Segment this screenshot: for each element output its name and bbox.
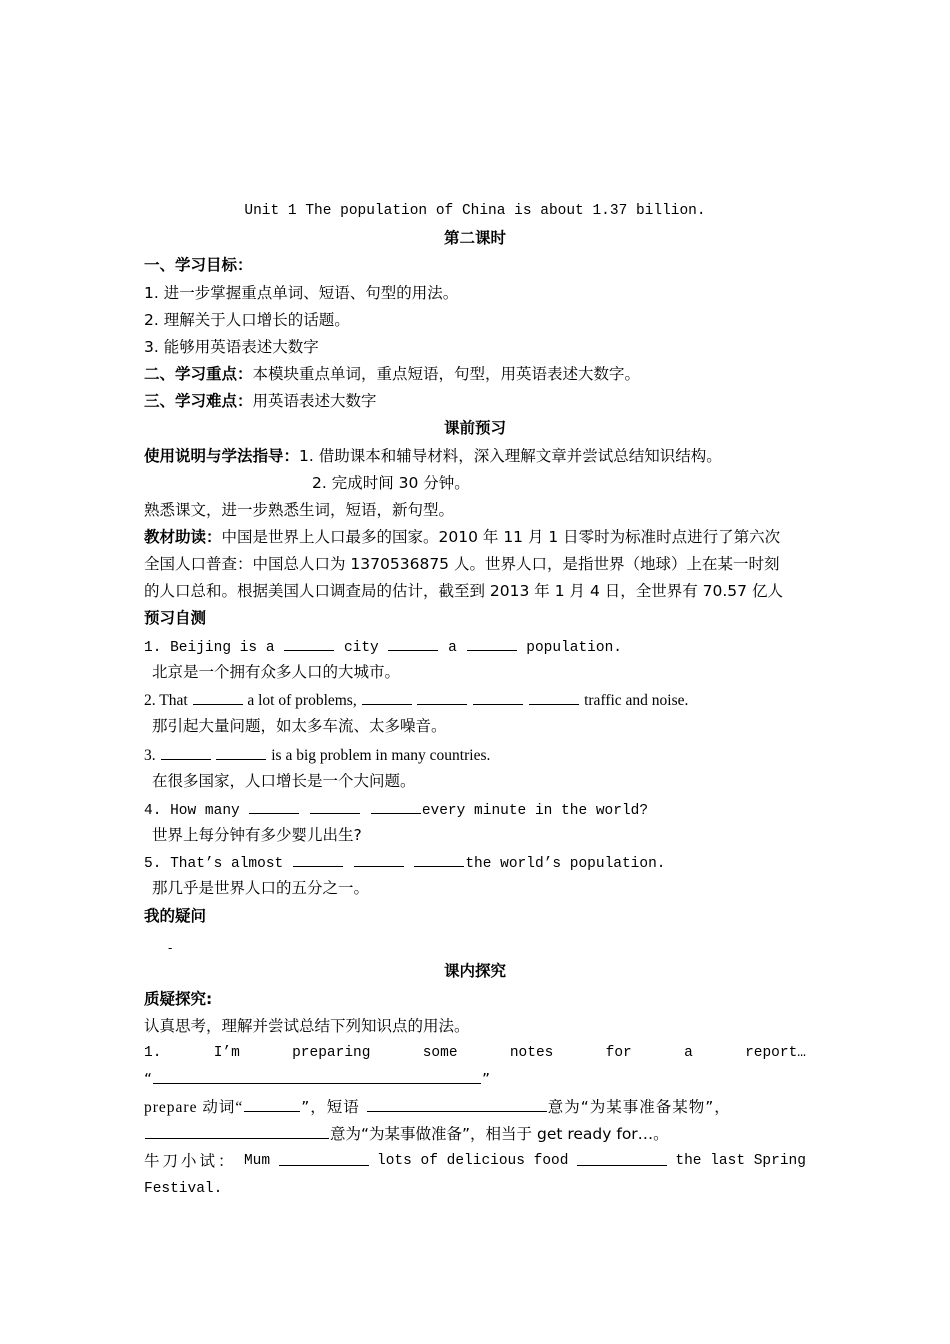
practice-line-2: Festival. xyxy=(144,1181,223,1197)
question-text: the world’s population. xyxy=(465,856,666,872)
familiar-text: 熟悉课文，进一步熟悉生词，短语，新句型。 xyxy=(144,501,455,519)
answer-blank[interactable] xyxy=(279,1151,369,1166)
question-3 xyxy=(144,745,490,766)
sentence-word: I’m xyxy=(213,1045,240,1061)
question-4 xyxy=(144,799,648,821)
reading-label: 教材助读： xyxy=(144,528,222,546)
answer-blank[interactable] xyxy=(161,745,211,760)
unit-title: Unit 1 The population of China is about 1.37 billion. xyxy=(244,203,706,219)
dash-mark: - xyxy=(168,941,173,955)
quote-mark: ” xyxy=(482,1070,491,1088)
difficulties xyxy=(144,391,377,411)
sentence-word: 1. xyxy=(144,1045,162,1061)
question-text: population. xyxy=(526,640,622,656)
in-class-heading: 课内探究 xyxy=(443,962,506,980)
guide-line-1 xyxy=(144,446,722,466)
question-text: every minute in the world? xyxy=(421,803,649,819)
question-1 xyxy=(144,636,622,658)
key-points-label: 二、学习重点： xyxy=(144,365,253,383)
question-translation: 那几乎是世界人口的五分之一。 xyxy=(152,879,370,897)
practice-line xyxy=(144,1151,806,1171)
answer-blank[interactable] xyxy=(284,636,334,651)
objective-item: 2. 理解关于人口增长的话题。 xyxy=(144,311,350,329)
explore-label: 质疑探究: xyxy=(144,990,213,1008)
practice-text: lots of delicious food xyxy=(377,1153,569,1169)
objectives-heading: 一、学习目标： xyxy=(144,256,253,274)
practice-text: the last Spring xyxy=(675,1153,806,1169)
reading-line xyxy=(144,527,780,547)
objective-item: 1. 进一步掌握重点单词、短语、句型的用法。 xyxy=(144,284,459,302)
key-points xyxy=(144,364,640,384)
answer-blank[interactable] xyxy=(216,745,266,760)
prepare-text: 意为“为某事做准备”，相当于 get ready for…。 xyxy=(330,1125,669,1143)
question-2 xyxy=(144,690,688,711)
answer-blank[interactable] xyxy=(529,690,579,705)
question-text: 4. How many xyxy=(144,803,240,819)
question-5 xyxy=(144,852,665,874)
answer-blank[interactable] xyxy=(388,636,438,651)
answer-blank[interactable] xyxy=(467,636,517,651)
question-text: 3. xyxy=(144,747,156,764)
answer-blank[interactable] xyxy=(371,799,421,814)
sentence-word: preparing xyxy=(292,1045,371,1061)
question-translation: 世界上每分钟有多少婴儿出生? xyxy=(152,826,362,844)
question-translation: 北京是一个拥有众多人口的大城市。 xyxy=(152,663,401,681)
prepare-text: ”，短语 xyxy=(301,1098,360,1116)
prepare-line xyxy=(144,1097,731,1118)
reading-text: 中国是世界上人口最多的国家。2010 年 11 月 1 日零时为标准时点进行了第六次 xyxy=(221,528,781,546)
reading-line: 的人口总和。根据美国人口调查局的估计，截至到 2013 年 1 月 4 日，全世界有 70.57 亿人 xyxy=(144,582,783,600)
question-text: is a big problem in many countries. xyxy=(271,747,491,764)
question-text: a xyxy=(448,640,457,656)
sentence-word: some xyxy=(422,1045,458,1061)
prepare-text: 意为“为某事准备某物”， xyxy=(547,1098,731,1116)
objective-item: 3. 能够用英语表述大数字 xyxy=(144,338,319,356)
quote-blank-line xyxy=(144,1069,490,1089)
answer-blank[interactable] xyxy=(145,1124,329,1139)
self-test-heading: 预习自测 xyxy=(144,609,207,627)
answer-blank[interactable] xyxy=(473,690,523,705)
practice-text: Mum xyxy=(243,1153,271,1169)
answer-blank[interactable] xyxy=(293,852,343,867)
prepare-text: prepare 动词“ xyxy=(144,1099,244,1116)
question-text: 1. Beijing is a xyxy=(144,640,275,656)
answer-blank[interactable] xyxy=(417,690,467,705)
reading-line: 全国人口普查：中国总人口为 1370536875 人。世界人口，是指世界（地球）上在某一时刻 xyxy=(144,555,780,573)
answer-blank[interactable] xyxy=(153,1069,481,1084)
quote-mark: “ xyxy=(144,1070,153,1088)
sentence-word: for xyxy=(605,1045,632,1061)
answer-blank[interactable] xyxy=(310,799,360,814)
answer-blank[interactable] xyxy=(414,852,464,867)
difficulties-label: 三、学习难点： xyxy=(144,392,253,410)
question-text: 2. That xyxy=(144,692,188,709)
question-text: 5. That’s almost xyxy=(144,856,284,872)
lesson-subtitle: 第二课时 xyxy=(443,229,506,247)
answer-blank[interactable] xyxy=(577,1151,667,1166)
sentence-word: report… xyxy=(745,1045,806,1061)
guide-label: 使用说明与学法指导： xyxy=(144,447,300,465)
question-translation: 在很多国家，人口增长是一个大问题。 xyxy=(152,772,416,790)
question-text: a lot of problems, xyxy=(247,692,357,709)
key-points-text: 本模块重点单词，重点短语，句型，用英语表述大数字。 xyxy=(252,365,641,383)
answer-blank[interactable] xyxy=(354,852,404,867)
answer-blank[interactable] xyxy=(362,690,412,705)
answer-blank[interactable] xyxy=(193,690,243,705)
practice-label: 牛刀小试： xyxy=(144,1152,237,1170)
prepare-line-2 xyxy=(144,1124,669,1144)
answer-blank[interactable] xyxy=(367,1097,547,1112)
instruction-text: 认真思考，理解并尝试总结下列知识点的用法。 xyxy=(144,1017,470,1035)
question-text: traffic and noise. xyxy=(584,692,689,709)
question-text: city xyxy=(343,640,379,656)
my-doubts-label: 我的疑问 xyxy=(144,907,207,925)
question-translation: 那引起大量问题，如太多车流、太多噪音。 xyxy=(152,717,447,735)
answer-blank[interactable] xyxy=(244,1097,300,1112)
guide-item: 2. 完成时间 30 分钟。 xyxy=(312,474,470,492)
answer-blank[interactable] xyxy=(249,799,299,814)
sentence-word: notes xyxy=(509,1045,554,1061)
sentence-word: a xyxy=(684,1045,693,1061)
knowledge-item-1 xyxy=(144,1043,806,1063)
preview-heading: 课前预习 xyxy=(443,419,506,437)
difficulties-text: 用英语表述大数字 xyxy=(252,392,377,410)
guide-item: 1. 借助课本和辅导材料，深入理解文章并尝试总结知识结构。 xyxy=(299,447,722,465)
